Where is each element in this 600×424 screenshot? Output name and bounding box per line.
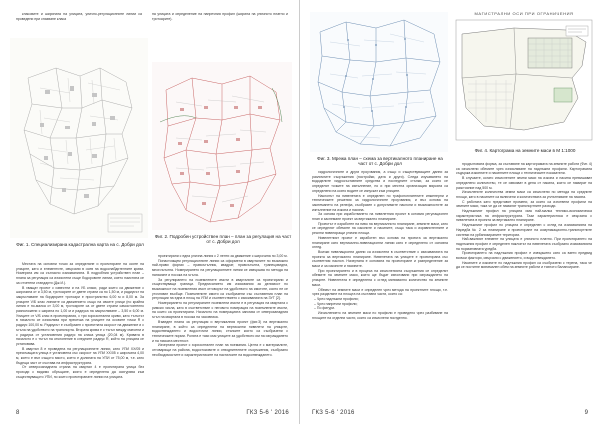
cadastral-map-drawing	[10, 38, 148, 238]
right-col2-para: Надлъжният профил на улицата има най-малка технико-икономическа характеристика на инфраструктурата. Тази характеристика е свързана с нивелетата в проекта за вертикално планиране.	[456, 209, 592, 223]
left-col1-para: В квартал 8 е проведена на регулационните линии, като УПИ XX/05 и пресичащата улица е установена със скорост на УПИ XX/05 с широчина 4,00 м, което е вън същото място, което е долината на УПИ от 75,00 м, т.е. като бъдеща част от състава на инфраструктурата.	[16, 346, 144, 365]
right-page-number: 9	[584, 410, 588, 416]
left-footer: ГКЗ 5-6 ' 2016	[246, 410, 289, 416]
left-top-text-a: класовите и ширината на улицата, улично-регулационните линии са проведени при спазване класа	[16, 12, 142, 21]
method-list-item: – Чрез напречни профили;	[312, 302, 448, 307]
figure-4-earth-mass-cartogram	[454, 10, 594, 144]
left-col2-para: Понастоящем регулационните линии са оформени в кварталите по възможно най-прави форми – правоъгълник, квадрат, правоъгълна, трапецовидна, многоъгълна. Номерирането на регулационните линии се извършва по метода на нанасяне и посока на ъгъла.	[152, 258, 288, 277]
right-col1-para: Наклонът на нивелетата е определен по трафопоплатените инженерни и техническите решения за хидрологичните проучвания, и въз основа на заснемането на релефа, съобразен с допустимите наклони и възможностите за изпълнение на изкопа и насипа.	[312, 193, 448, 212]
right-col2-para: Проектирането на надлъжния профил е извършено като са взети предвид всички фактори, свързани с движението, и водоотвеждането.	[456, 251, 592, 261]
right-page	[300, 0, 600, 424]
left-col2-para: За регулирането на поземлените имоти в кварталите са проектирани и съществуващи граници. Предписанието им изисквания за делимост по възможност на поземления имот отговорът на удобството на имотите, които не се уточняват въобще. Поземлените имоти са съобразени със съставения план на регулации на една в площ на УПИ и съответствието с изискванията на ЗУТ [2].	[152, 277, 288, 301]
figure-2-regulation-plan	[152, 62, 292, 230]
method-list-item: – По фигури.	[312, 306, 448, 311]
right-footer: ГКЗ 5-6 ' 2016	[312, 410, 355, 416]
left-col1-para: Местата на основни точки за определяне и проектиране на осите на улиците, като и елементите, свързани в осев на водоснабдителните криви. Номерата им са съгласно изискванията. В подробния устройствен план – планa за регулация са изчислени съще бодоровите линии, което наистина се за отчетени стандарти (Дж.И.).	[16, 262, 144, 285]
left-col1-para: От северозападната страна на квартал 4 е проектирана улица без проходи с видимо обръщане, която е определена да осигурява към съществуващото УПИ, по които проектиранате линии на улицата.	[16, 365, 144, 379]
left-top-text-b: на улицата и определение на напречния профил (ширина на уличното платно и тротоарите).	[152, 12, 288, 21]
right-col1-para: Обемът на земните маси е определен чрез метода на проектните площи, т.е. чрез разделяне на площта на съставни части, които са:	[312, 287, 448, 297]
left-col2-para: Номерирането на регулираните поземлени имоти е в регулация на квартала с римски числа, като в съответствие с неговото номерация на поземлените имоти, на които са проектирани. Началото на номерацията започва от северозападния ъгъл на квартала в посока на часовника.	[152, 301, 288, 320]
regulation-plan-drawing	[152, 62, 292, 230]
right-col2-para: продълговата форма, за съставяне на картограмата на земните работи (Фиг. 4) са изчислени обемите чрез изчисляване на надлъжни профили. Картограмата съдържа изкопните и насипните площи с техническите показатели.	[456, 162, 592, 176]
right-col1-para: хидрологичните и други проучвания, а също и съществуващите данни за различните съоръжения (постройки, дата и други). Следа изучаването на вододелите хидросъставните средства и последните стъпки, за които се определят точките на изпълнение, но и при местна организация мярката са определени на която водите се изпускат към улиците.	[312, 170, 448, 193]
left-page-number: 8	[16, 410, 20, 416]
figure-4-caption: Фиг. 4. Картограма на земните маси в М 1:1000	[474, 148, 576, 153]
right-column-1	[312, 170, 448, 408]
figure-1-caption: Фиг. 1. Специализирана кадастрална карта на с. Добри дол	[16, 242, 144, 247]
figure-2-caption: Фиг. 2. Подробен устройствен план – план за регулация на част от с. Добри дол	[154, 234, 292, 245]
right-col2-para: Насипите и изкопите по надлъжния профил са съобразени с терена, така че да се постигне минимален обем на земните работи и тяхното балансиране.	[456, 260, 592, 270]
figure-1-cadastral-map	[10, 38, 148, 238]
left-col2-para: Въведен плана за регулация и вертикалния проект (фиг.3) на вертикално планиране, в който са определени на вертикални нивелети на улиците, водоотвеждането и водосточни линии, стъпките които са съобразени с техническите норми. Ролята е тази към улиците за удобството им на изграждането и на ниската местност.	[152, 319, 288, 343]
figure-3-vertical-planning	[310, 12, 448, 152]
right-col1-para: Всички нивелационни данни са изчислени в съответствие с изискванията на проекта за вертикално планиране. Нивелетата на улиците е проектирана със съответния наклон. Начертанa е основата на проектиране и разпределение за маси и за изкопите и насипите.	[312, 249, 448, 269]
right-col1-para: Изчислението на земните маси по профили е проведено чрез разбиване на площите на отделни части, които са изчислени поотделно.	[312, 311, 448, 320]
right-col2-para: Изчислените количества земни маси са изчислени по метода на средните площи, като в насипите са включени и количествата за уплътняване на насипа.	[456, 190, 592, 199]
method-list	[312, 297, 448, 311]
left-col2-para: Изчертани проект с хоризонтален план на поемания. Целта е с материалите, отговарящи на района, водостоковите и отводнителните съоръжения, съобразно необходимостите и характеристиките на настилките на водоотвеждането.	[152, 343, 288, 357]
right-col2-para: В случаите, когато изчислените земни маси на изкопа и насипа превишават определено количество, те се извозват в депа от насипа, които се намират на разстояние над 500 м.	[456, 176, 592, 190]
right-col2-para: Надлъжният профил по улицата е определен с оглед на изискванията на Наредба № 2 за планиране и проектиране на комуникационно-транспортните системи на урбанизираните територии.	[456, 223, 592, 237]
right-col1-para: При проектирането и в процеса на изчисленията съоръжения се определят обемите на земните маси, които ще бъдат използвани при изграждането на улиците. Нивелетата е определена с оглед минимално количество на земните маси.	[312, 268, 448, 287]
vertical-planning-drawing	[310, 12, 448, 152]
left-col2-para: проектирани с една улична линия с 2 ленти за движение с широчина по 3,00 м.	[158, 254, 288, 258]
cartogram-title: МАГИСТРАЛНИ ОСИ ПРИ ОГРАНИЧЕНИЯ	[474, 11, 574, 16]
method-list-item: – Чрез надлъжни профили;	[312, 297, 448, 302]
right-column-2	[456, 162, 592, 408]
figure-3-caption: Фиг. 3. Мрежа план – схема за вертикалното планиране на част от с. Добри дол	[317, 156, 443, 167]
left-column-1	[16, 262, 144, 408]
left-col1-para: В хващат проект с известни и на УБ класи, ради които са движение с широчина от и 3,50 м, тротоарите от двете страни са по 1,50 м, и радиусът на закръгляване на бордюрите тротоари е пространство 6,00 м и 8,00 м. За улиците V/Б клас линиите са движението също на своите улици (но крайна линия е по-малка от 3,00 м, тротоарите са от двете страни самостоятелно разположени с ширина по 1,00 м и радиуса на закръгляване – 3,50 и 6,00 м. Улиците от V/Б клас в проектирания, с три хоризонтални криви, като тъгълът в началото се изчислява при пресечка на улиците на осовите точки R с радиус 100,00 м. Радиусът е съобразен с проектната скорост на движение и с ъгъла на удобството на транспорта. Втората крива е с тъгъл между смесени и с радиуса от установения радиус на класа улица (20,04 м). Кривата в началото е с тъгъл на отклонение в следните радиус R, който на улицата се установява.	[16, 285, 144, 346]
cartogram-drawing	[454, 18, 594, 144]
right-col2-para: Най-важният елемент на улицата е уличното платно. При проектирането на надлъжния профил е определен наклонът на нивелетата съобразно изискванията на нормативната уредба.	[456, 237, 592, 251]
right-col2-para: С работата като представят промени, за които са изготвени профили на земните маси, така че да се намалят транспортните разходи.	[456, 199, 592, 209]
right-col1-para: Проектът е изработен на ниво на вертикалното планиране, земните маси, като се определят обемите на изкопите и насипите, също така и изравнителните и реални нивелиращи улични площи.	[312, 221, 448, 236]
left-column-2	[152, 254, 288, 408]
right-col1-para: За основа при изработването на нивелетния проект в котовия регулационен план и заснемане проект за вертикално планиране.	[312, 212, 448, 222]
right-col1-para: Нивелетният проект е изработен въз основа на проекта за вертикално планиране като вертикално-нивелационни линии като е определено от основна оглед.	[312, 235, 448, 250]
